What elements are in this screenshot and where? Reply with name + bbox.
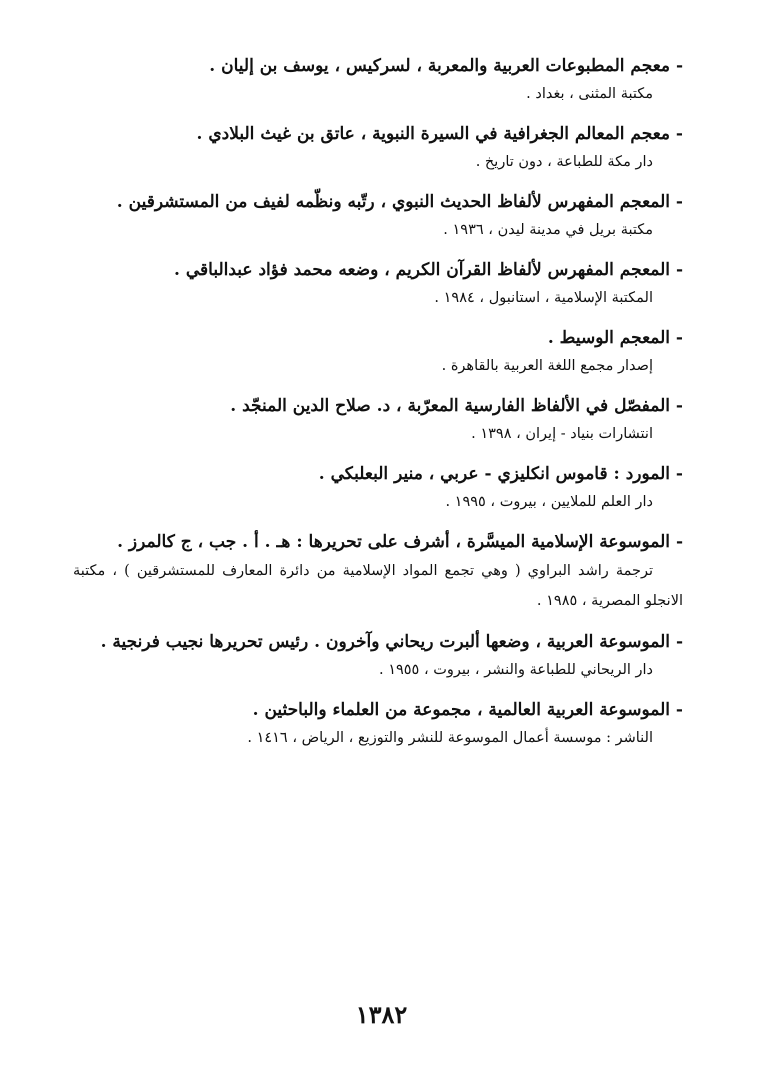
entry-title: - الموسوعة الإسلامية الميسَّرة ، أشرف على تحريرها : هـ . أ . جب ، ج كالمرز . [117,532,683,552]
entry-title: - الموسوعة العربية العالمية ، مجموعة من العلماء والباحثين . [252,700,683,720]
bibliography-entry [73,256,683,312]
entry-publication-details: دار العلم للملايين ، بيروت ، ١٩٩٥ . [445,494,653,510]
entry-title: - المعجم المفهرس لألفاظ القرآن الكريم ، وضعه محمد فؤاد عبدالباقي . [174,260,683,280]
bibliography-entry [73,324,683,380]
bibliography-list [73,52,683,764]
entry-title: - المعجم الوسيط . [547,328,683,348]
bibliography-entry [73,392,683,448]
entry-publication-details: مكتبة بريل في مدينة ليدن ، ١٩٣٦ . [443,222,653,238]
bibliography-entry [73,696,683,752]
bibliography-entry [73,52,683,108]
bibliography-entry [73,120,683,176]
entry-title: - المورد : قاموس انكليزي - عربي ، منير البعلبكي . [318,464,683,484]
bibliography-entry [73,460,683,516]
entry-publication-details: مكتبة المثنى ، بغداد . [526,86,653,102]
entry-title: - المعجم المفهرس لألفاظ الحديث النبوي ، رتّبه ونظّمه لفيف من المستشرقين . [116,192,683,212]
entry-publication-details: الناشر : موسسة أعمال الموسوعة للنشر والتوزيع ، الرياض ، ١٤١٦ . [247,730,653,746]
entry-title: - معجم المطبوعات العربية والمعربة ، لسركيس ، يوسف بن إليان . [209,56,683,76]
bibliography-entry [73,188,683,244]
entry-publication-details: المكتبة الإسلامية ، استانبول ، ١٩٨٤ . [434,290,653,306]
bibliography-entry [73,528,683,616]
bibliography-entry [73,628,683,684]
entry-publication-details: ترجمة راشد البراوي ( وهي تجمع المواد الإسلامية من دائرة المعارف للمستشرقين ) ، مكتبة الانجلو المصرية ، ١٩٨٥ . [73,563,683,609]
page-number: ١٣٨٢ [355,1000,408,1029]
entry-title: - معجم المعالم الجغرافية في السيرة النبوية ، عاتق بن غيث البلادي . [196,124,683,144]
entry-publication-details: انتشارات بنياد - إيران ، ١٣٩٨ . [471,426,653,442]
entry-title: - الموسوعة العربية ، وضعها ألبرت ريحاني وآخرون . رئيس تحريرها نجيب فرنجية . [100,632,683,652]
entry-title: - المفصّل في الألفاظ الفارسية المعرّبة ، د. صلاح الدين المنجّد . [230,396,683,416]
entry-publication-details: إصدار مجمع اللغة العربية بالقاهرة . [441,358,653,374]
entry-publication-details: دار الريحاني للطباعة والنشر ، بيروت ، ١٩٥٥ . [378,662,653,678]
entry-publication-details: دار مكة للطباعة ، دون تاريخ . [475,154,653,170]
